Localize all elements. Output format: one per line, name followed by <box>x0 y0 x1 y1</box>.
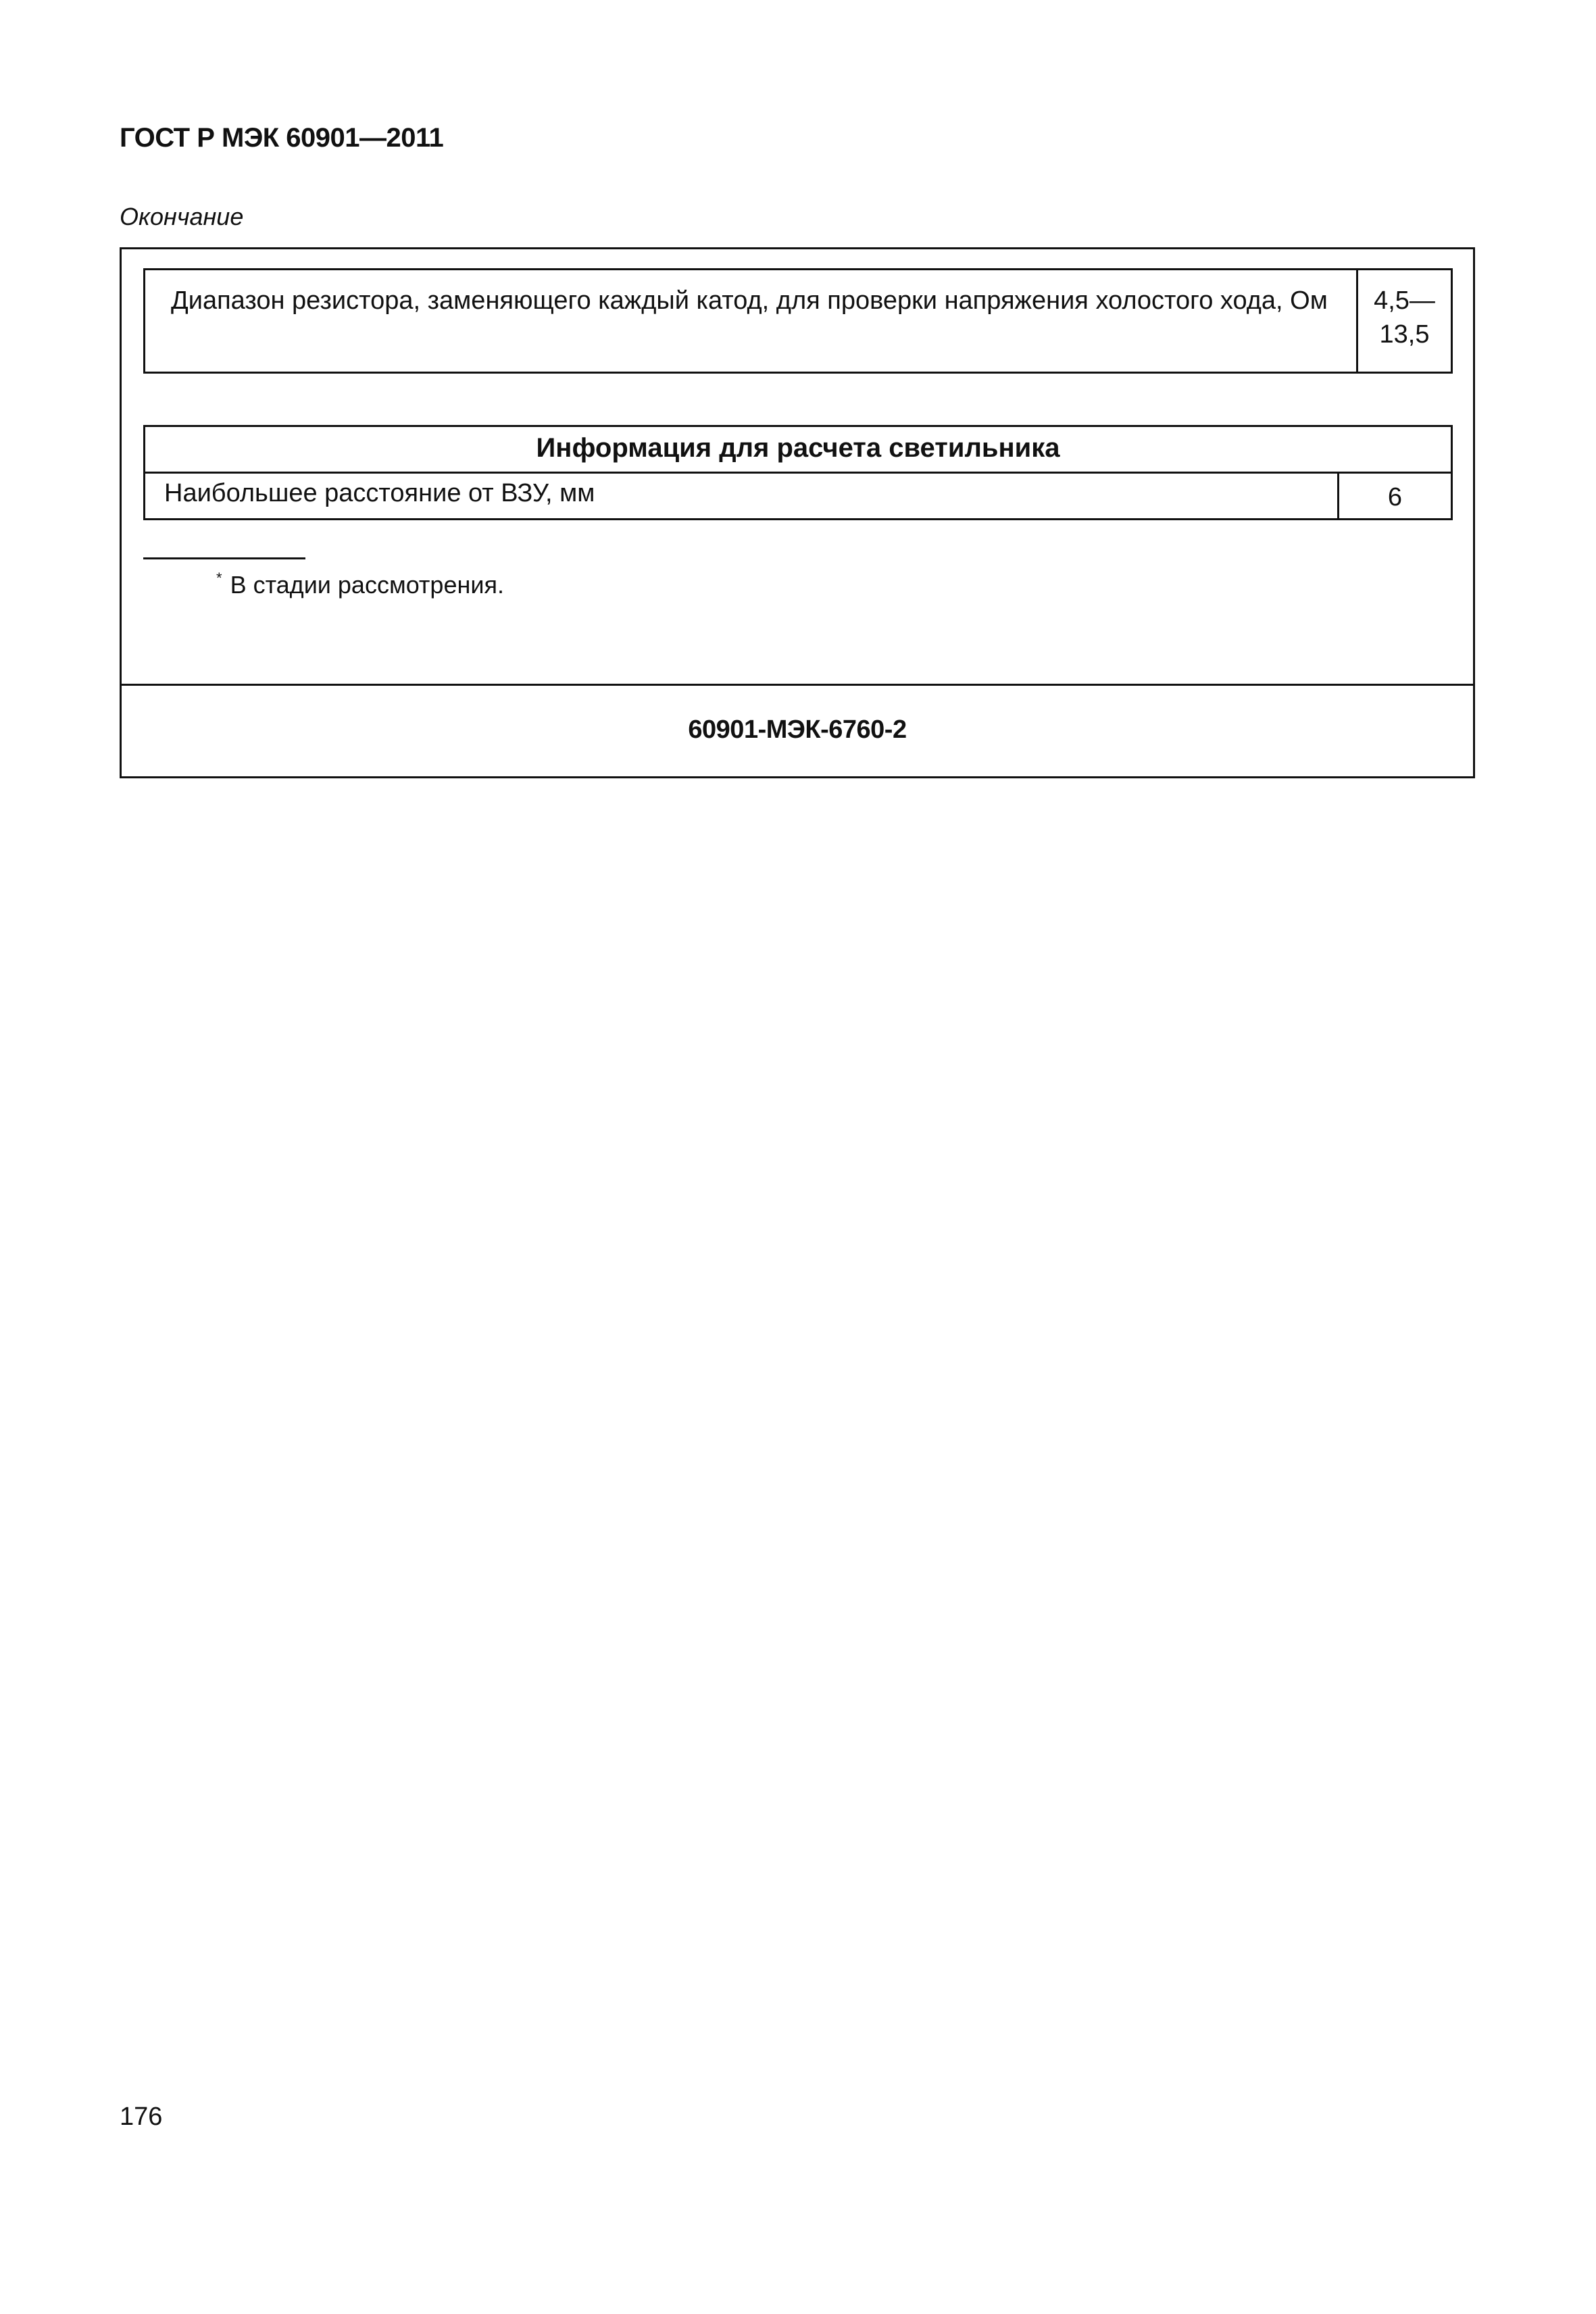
continuation-label: Окончание <box>120 203 244 230</box>
footnote <box>216 571 504 599</box>
table-row <box>145 270 1452 373</box>
table-row <box>145 473 1452 520</box>
frame-divider <box>122 684 1473 686</box>
data-sheet-frame <box>120 247 1475 778</box>
luminaire-info-heading: Информация для расчета светильника <box>145 426 1452 473</box>
max-distance-value: 6 <box>1339 473 1452 520</box>
resistor-range-table <box>143 268 1453 374</box>
resistor-range-label: Диапазон резистора, заменяющего каждый катод, для проверки напряжения холостого хода, Ом <box>145 270 1357 373</box>
table-row <box>145 426 1452 473</box>
document-standard-header: ГОСТ Р МЭК 60901—2011 <box>120 123 444 153</box>
resistor-range-value-line1: 4,5— <box>1374 286 1435 315</box>
footnote-divider <box>143 557 305 559</box>
resistor-range-value <box>1357 270 1452 373</box>
resistor-range-value-line2: 13,5 <box>1379 320 1430 349</box>
footnote-mark: * <box>216 570 222 586</box>
sheet-designation: 60901-МЭК-6760-2 <box>688 715 907 744</box>
max-distance-label: Наибольшее расстояние от ВЗУ, мм <box>145 473 1339 520</box>
luminaire-info-table <box>143 425 1453 520</box>
page-number: 176 <box>120 2103 163 2131</box>
footnote-text: В стадии рассмотрения. <box>230 571 504 599</box>
